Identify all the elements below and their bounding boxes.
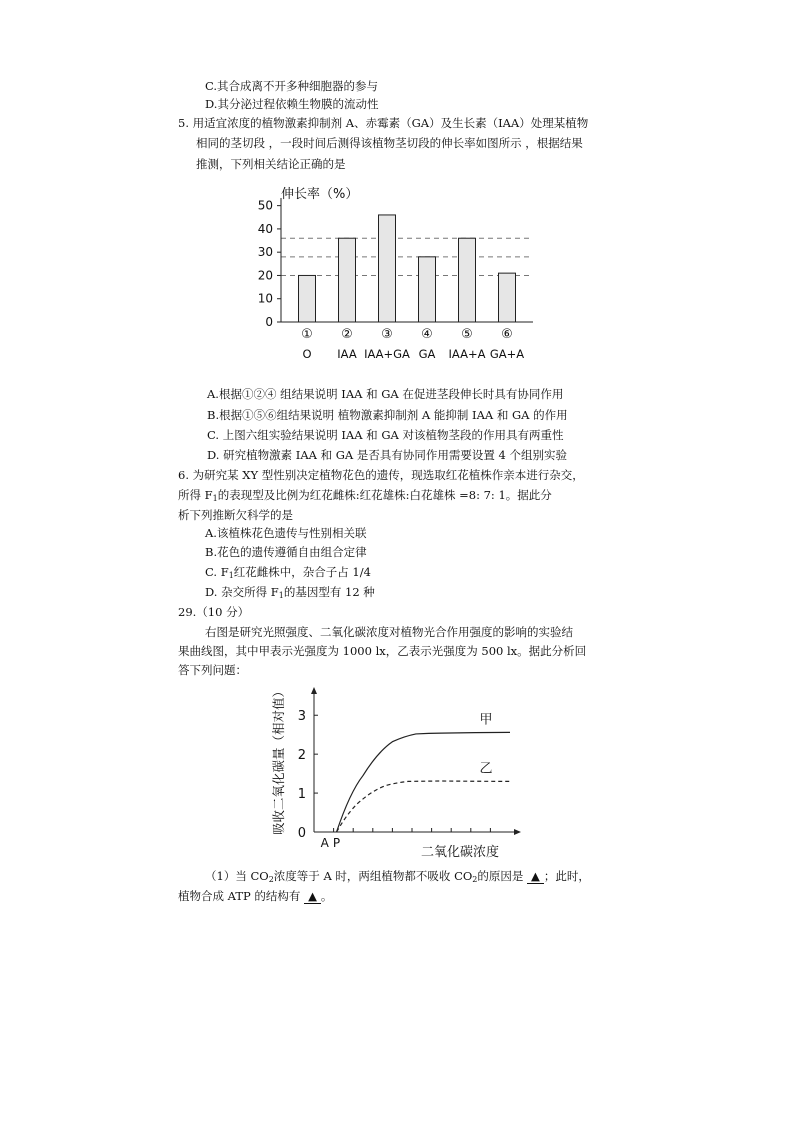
x-axis-arrow (514, 829, 521, 835)
category-label: IAA+GA (364, 347, 410, 361)
y-tick-label: 0 (297, 826, 306, 841)
category-label: GA (418, 347, 436, 361)
y-tick-label: 3 (297, 709, 306, 725)
answer-blank-2[interactable]: ▲ (304, 889, 321, 904)
category-label: IAA (337, 347, 357, 361)
y-tick-label: 10 (257, 291, 273, 306)
bar-chart-title: 伸长率（%） (281, 187, 359, 202)
category-label: IAA+A (448, 347, 486, 361)
q6-option-a: A.该植株花色遗传与性别相关联 (205, 526, 367, 540)
q5-option-b: B.根据①⑤⑥组结果说明 植物激素抑制剂 A 能抑制 IAA 和 GA 的作用 (207, 408, 568, 422)
category-number: ⑤ (461, 327, 473, 342)
y-tick-label: 30 (257, 245, 273, 260)
q29-subquestion-1-cont: 植物合成 ATP 的结构有 ▲ 。 (178, 889, 333, 903)
category-label: GA+A (489, 347, 525, 361)
category-number: ② (341, 327, 353, 342)
x-point-label: P (332, 836, 341, 850)
category-label: O (302, 347, 312, 361)
bar (419, 257, 436, 322)
y-axis-label: 吸收二氧化碳量（相对值） (271, 684, 286, 836)
y-tick-label: 20 (257, 268, 273, 283)
category-number: ④ (421, 327, 433, 342)
category-number: ① (301, 327, 313, 342)
q29-subquestion-1: （1）当 $CO_2$浓度等于 A 时，两组植物都不吸收 $CO_2$的原因是 ▲ ；此时， (205, 869, 590, 884)
bar (339, 238, 356, 322)
bar (499, 273, 516, 322)
category-number: ⑥ (501, 327, 513, 342)
q6-option-d: D. 杂交所得 $F_1$的基因型有 12 种 (205, 585, 375, 600)
series-line-yi (337, 781, 510, 832)
answer-blank-1[interactable]: ▲ (527, 869, 544, 884)
q5-stem-line-3: 推测，下列相关结论正确的是 (196, 157, 346, 171)
bar (459, 238, 476, 322)
y-tick-label: 40 (257, 221, 273, 236)
q6-stem-line-2: 所得 $F_1$的表现型及比例为红花雌株:红花雄株:白花雄株 =8: 7: 1。据此分 (178, 488, 552, 503)
bar (379, 215, 396, 322)
q5-stem-line-1: 5. 用适宜浓度的植物激素抑制剂 A、赤霉素（GA）及生长素（IAA）处理某植物 (178, 116, 589, 130)
q5-option-d: D. 研究植物激素 IAA 和 GA 是否具有协同作用需要设置 4 个组别实验 (207, 448, 568, 462)
q5-option-c: C. 上图六组实验结果说明 IAA 和 GA 对该植物茎段的作用具有两重性 (207, 428, 564, 442)
category-number: ③ (381, 327, 393, 342)
q4-option-d: D.其分泌过程依赖生物膜的流动性 (205, 97, 379, 111)
y-axis-arrow (311, 687, 317, 694)
x-point-label: A (320, 836, 329, 850)
q5-option-a: A.根据①②④ 组结果说明 IAA 和 GA 在促进茎段伸长时具有协同作用 (207, 387, 564, 401)
elongation-bar-chart (245, 182, 545, 368)
q6-stem-line-3: 析下列推断欠科学的是 (178, 508, 293, 522)
bar (299, 275, 316, 322)
y-tick-label: 0 (265, 315, 273, 329)
q6-option-c: C. $F_1$红花雌株中，杂合子占 1/4 (205, 565, 371, 580)
q29-intro-line-3: 答下列问题： (178, 663, 247, 677)
series-line-jia (337, 732, 510, 832)
q6-stem-line-1: 6. 为研究某 XY 型性别决定植物花色的遗传，现选取红花植株作亲本进行杂交， (178, 468, 584, 482)
q29-intro-line-2: 果曲线图，其中甲表示光强度为 1000 lx，乙表示光强度为 500 lx。据此分析回 (178, 644, 587, 658)
y-tick-label: 50 (257, 198, 273, 213)
q6-option-b: B.花色的遗传遵循自由组合定律 (205, 545, 367, 559)
y-tick-label: 2 (297, 748, 306, 764)
q29-heading: 29.（10 分） (178, 605, 250, 619)
series-label: 乙 (479, 761, 493, 777)
x-axis-label: 二氧化碳浓度 (420, 845, 500, 860)
series-label: 甲 (479, 712, 493, 728)
q29-intro-line-1: 右图是研究光照强度、二氧化碳浓度对植物光合作用强度的影响的实验结 (205, 625, 573, 639)
co2-absorption-line-chart (270, 680, 530, 862)
y-tick-label: 1 (297, 787, 306, 803)
q5-stem-line-2: 相同的茎切段 ，一段时间后测得该植物茎切段的伸长率如图所示 ，根据结果 (196, 136, 583, 150)
q4-option-c: C.其合成离不开多种细胞器的参与 (205, 79, 379, 93)
